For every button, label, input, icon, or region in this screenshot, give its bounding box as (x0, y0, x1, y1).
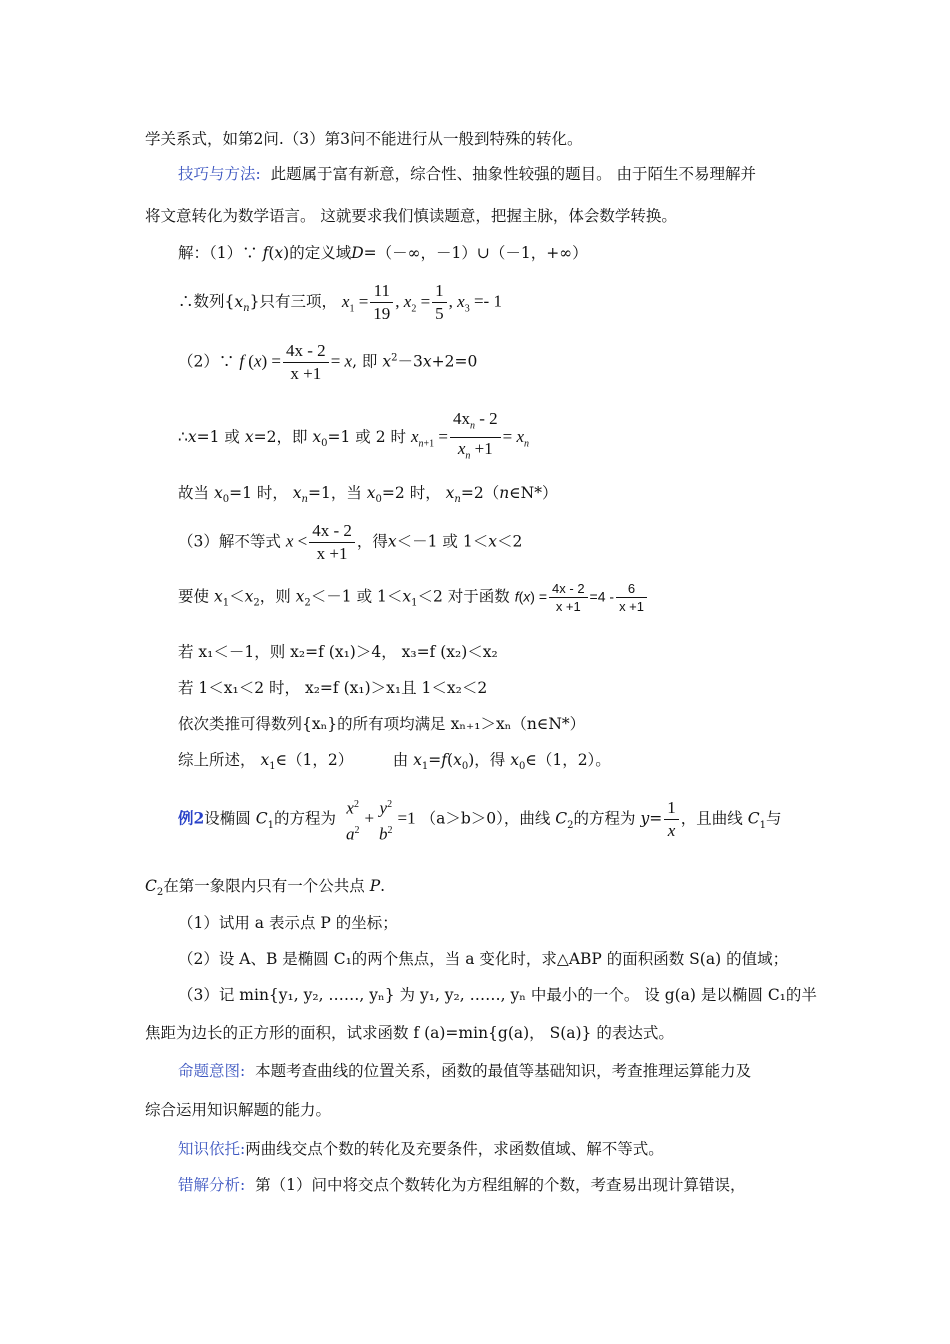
text: 由 (392, 751, 409, 769)
paragraph-line (178, 677, 487, 699)
text: =2（ (460, 484, 500, 502)
paragraph-line (178, 912, 398, 934)
paragraph-line (145, 205, 677, 227)
paragraph-line (178, 948, 788, 970)
text: 焦距为边长的正方形的面积，试求函数 f (a)=min{g(a)， S(a)} 的表达式。 (145, 1024, 674, 1042)
text: ，得 (474, 751, 506, 769)
text: 解：（1）∵ (178, 244, 258, 262)
text: ，则 (259, 587, 291, 606)
text: （a＞b＞0），曲线 (420, 809, 551, 828)
example-label: 例2 (178, 808, 205, 828)
text: 综合运用知识解题的能力。 (145, 1101, 332, 1119)
text: 本题考查曲线的位置关系，函数的最值等基础知识，考查推理运算能力及 (255, 1062, 752, 1080)
paragraph-line (178, 984, 817, 1006)
text: =2，即 (253, 427, 308, 446)
text: ，得 (356, 532, 388, 551)
equation-line: 要使 $x_1<x_2$，则 $x_2<-1$ 或 $1<x_1<2$ 对于函数 f(x) = $\frac{4x - 2}{x +1}$ =4 - $\frac{6}{x +1}$ (178, 580, 649, 615)
fraction: $\frac{1}{x}$ (664, 797, 679, 842)
section-label: 错解分析: (178, 1176, 246, 1194)
text: ，且曲线 (680, 809, 743, 828)
paragraph-line (178, 1138, 664, 1160)
text: ∴ (178, 427, 188, 446)
text: , 即 (352, 352, 378, 371)
text: 此题属于富有新意，综合性、抽象性较强的题目。 由于陌生不易理解并 (270, 165, 757, 183)
text: （3）解不等式 (178, 532, 281, 551)
text: 将文意转化为数学语言。 这就要求我们慎读题意，把握主脉，体会数学转换。 (145, 207, 677, 225)
text: （3）记 min{y₁, y₂, ……, yₙ} 为 y₁, y₂, ……, yₙ 中最小的一个。 设 g(a) 是以椭圆 C₁的半 (178, 986, 817, 1004)
paragraph-line (178, 1060, 751, 1082)
text: =4 - (589, 588, 615, 605)
text: 综上所述， (178, 751, 256, 769)
fraction: $x^2$ $a^2$ (345, 798, 360, 844)
text: （2）∵ (178, 352, 235, 371)
text: 若 x₁＜－1，则 x₂=f (x₁)＞4， x₃=f (x₂)＜x₂ (178, 643, 498, 661)
fraction: $\frac{4x_n - 2}{x_n +1}$ (450, 408, 501, 468)
text: 在第一象限内只有一个公共点 (163, 877, 365, 895)
text: }只有三项， (249, 292, 337, 311)
text: =1 时， (229, 484, 288, 502)
text: =1，当 (308, 484, 362, 502)
fraction: $\frac{4x - 2}{x +1}$ (309, 520, 355, 565)
paragraph-line: $C_2$在第一象限内只有一个公共点 P. (145, 877, 386, 899)
text: 第（1）问中将交点个数转化为方程组解的个数，考查易出现计算错误， (255, 1176, 746, 1194)
equation-line: 例2设椭圆 $C_1$的方程为 $x^2$ $a^2$ + $y^2$ $b^2$ =1 （a＞b＞0），曲线 $C_2$的方程为 y= $\frac{1}{x}$ ，且曲线 $C_1$与 (178, 794, 781, 845)
text: 两曲线交点个数的转化及充要条件，求函数值域、解不等式。 (245, 1140, 664, 1158)
text: 的方程为 (573, 809, 636, 828)
section-label: 技巧与方法: (178, 165, 261, 183)
text: ＜2 对于函数 (417, 587, 510, 606)
text: =1 或 2 时 (327, 427, 407, 446)
paragraph-line (178, 163, 756, 185)
paragraph-line (145, 1099, 331, 1121)
text: +2=0 (431, 352, 478, 371)
text: 若 1＜x₁＜2 时， x₂=f (x₁)＞x₁且 1＜x₂＜2 (178, 679, 488, 697)
fraction: $y^2$ $b^2$ (379, 798, 393, 844)
text: 设椭圆 (204, 809, 251, 828)
section-label: 知识依托: (178, 1140, 246, 1158)
equation-line: ∴数列$\{x_n\}$只有三项， $x_1$ = $\frac{11}{19}$ , $x_2$ = $\frac{1}{5}$ , $x_3 =- 1$ (178, 281, 502, 323)
fraction: $\frac{6}{x +1}$ (616, 580, 647, 615)
text: 的方程为 (274, 809, 337, 828)
paragraph-line (145, 1022, 674, 1044)
text: =1 (397, 808, 416, 828)
text: ∈（1，2） (275, 751, 354, 769)
section-label: 命题意图: (178, 1062, 246, 1080)
text: －3 (397, 352, 423, 371)
text: （1）试用 a 表示点 P 的坐标； (178, 914, 398, 932)
fraction: $\frac{4x - 2}{x +1}$ (283, 340, 329, 385)
text: ＜2 (496, 532, 523, 551)
text: =2 时， (381, 484, 441, 502)
text: 的定义域 (289, 244, 352, 262)
text: ＜－1 或 1＜ (396, 532, 489, 551)
paragraph-line (178, 1174, 745, 1196)
text: 要使 (178, 587, 210, 606)
text: （2）设 A、B 是椭圆 C₁的两个焦点，当 a 变化时，求△ABP 的面积函数 S(a) 的值域； (178, 950, 789, 968)
text: 与 (765, 809, 782, 828)
text: =1 或 (196, 427, 240, 446)
text: 学关系式，如第2问.（3）第3问不能进行从一般到特殊的转化。 (145, 130, 583, 148)
paragraph-line: 解：（1）∵ f(x)的定义域D=（－∞，－1）∪（－1，+∞） (178, 244, 588, 262)
equation-line: ∴x=1 或 x=2，即 $x_0=1$ 或 2 时 $x_{n+1}$ = $\frac{4x_n - 2}{x_n +1}$ = $x_n$ (178, 408, 529, 468)
text: ＜－1 或 1＜ (310, 587, 403, 606)
paragraph-line (145, 128, 583, 150)
paragraph-line: 综上所述， $x_1\in(1$，2） 由 $x_1=f(x_0)$，得 $x_0\in(1$，2）。 (178, 751, 611, 773)
paragraph-line (178, 713, 585, 735)
fraction: $\frac{4x - 2}{x +1}$ (549, 580, 588, 615)
text: =- 1 (473, 291, 502, 311)
text: ∴数列{ (178, 292, 235, 311)
text: ∈N*） (509, 484, 558, 502)
fraction: $\frac{1}{5}$ (432, 280, 447, 325)
paragraph-line (178, 641, 498, 663)
equation-line: （3）解不等式 x < $\frac{4x - 2}{x +1}$ ，得x＜－1 或 1＜x＜2 (178, 521, 523, 563)
text: ∈（1，2）。 (525, 751, 611, 769)
text: 故当 (178, 484, 210, 502)
text: =（－∞，－1）∪（－1，+∞） (363, 244, 588, 262)
text: 依次类推可得数列{xₙ}的所有项均满足 xₙ₊₁＞xₙ（n∈N*） (178, 715, 586, 733)
paragraph-line: 故当 $x_0=1$ 时， $x_n=1$，当 $x_0=2$ 时， $x_n=2(n\in N*)$ (178, 484, 558, 506)
equation-line: （2）∵ f (x) = $\frac{4x - 2}{x +1}$ = x, 即 $x^2-3x+2=0$ (178, 341, 478, 383)
fraction: $\frac{11}{19}$ (370, 280, 393, 325)
